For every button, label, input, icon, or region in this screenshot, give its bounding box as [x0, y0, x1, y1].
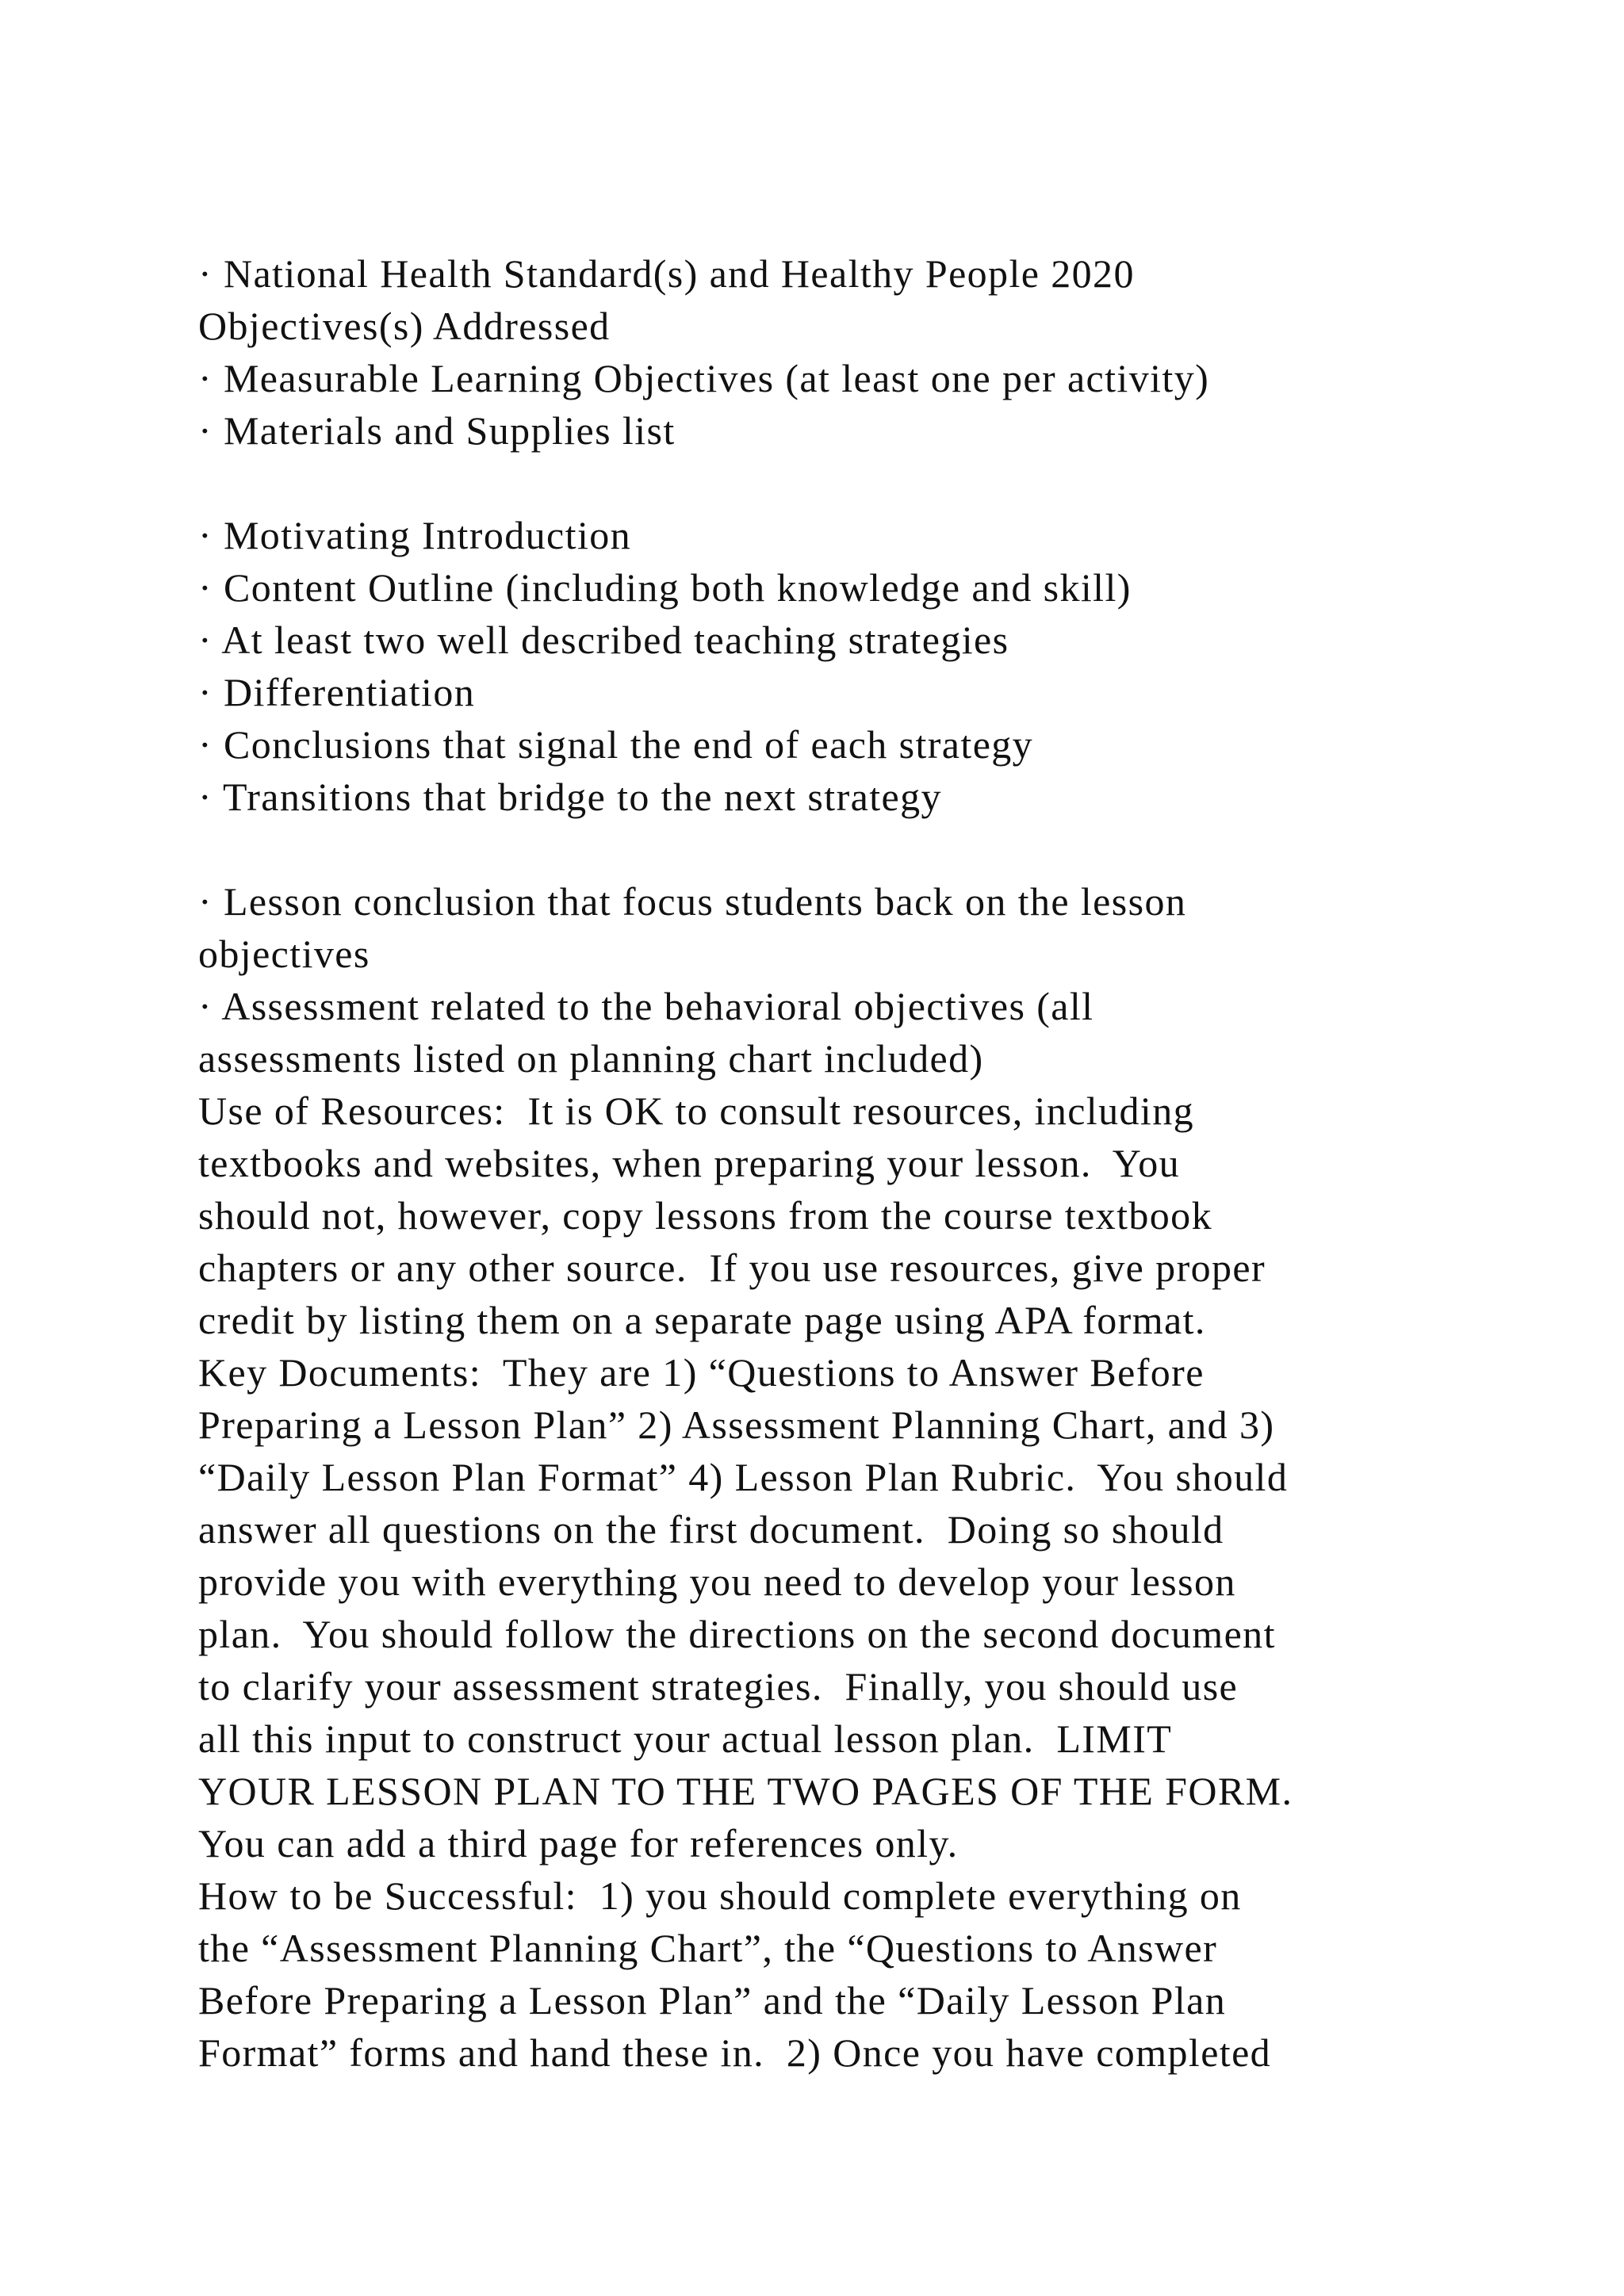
text-line: · Content Outline (including both knowledge and skill)	[198, 565, 1132, 610]
text-line: · Motivating Introduction	[198, 513, 632, 557]
text-line: · At least two well described teaching strategies	[198, 618, 1009, 662]
text-line: · Measurable Learning Objectives (at least one per activity)	[198, 356, 1210, 400]
text-line: assessments listed on planning chart included)	[198, 1036, 984, 1081]
blank-line	[198, 823, 1530, 875]
text-line: Before Preparing a Lesson Plan” and the “Daily Lesson Plan	[198, 1978, 1227, 2022]
text-line: Objectives(s) Addressed	[198, 304, 611, 348]
text-line: · National Health Standard(s) and Healthy People 2020	[198, 251, 1135, 296]
text-line: textbooks and websites, when preparing your lesson. You	[198, 1141, 1180, 1185]
text-line: · Transitions that bridge to the next strategy	[198, 775, 942, 819]
text-line: Use of Resources: It is OK to consult resources, including	[198, 1089, 1194, 1133]
text-line: YOUR LESSON PLAN TO THE TWO PAGES OF THE FORM.	[198, 1769, 1293, 1813]
text-line: How to be Successful: 1) you should complete everything on	[198, 1873, 1242, 1918]
text-line: the “Assessment Planning Chart”, the “Questions to Answer	[198, 1926, 1218, 1970]
text-line: “Daily Lesson Plan Format” 4) Lesson Plan Rubric. You should	[198, 1455, 1289, 1499]
text-line: · Assessment related to the behavioral objectives (all	[198, 984, 1094, 1028]
document-body	[198, 247, 1530, 2079]
text-line: answer all questions on the first document. Doing so should	[198, 1507, 1224, 1552]
text-line: · Lesson conclusion that focus students back on the lesson	[198, 879, 1187, 924]
text-line: plan. You should follow the directions on the second document	[198, 1612, 1276, 1656]
text-line: chapters or any other source. If you use resources, give proper	[198, 1246, 1266, 1290]
blank-line	[198, 457, 1530, 509]
text-line: · Differentiation	[198, 670, 476, 714]
text-line: to clarify your assessment strategies. Finally, you should use	[198, 1664, 1239, 1709]
text-line: should not, however, copy lessons from the course textbook	[198, 1193, 1212, 1238]
text-line: Format” forms and hand these in. 2) Once you have completed	[198, 2030, 1272, 2075]
text-line: provide you with everything you need to develop your lesson	[198, 1559, 1236, 1604]
text-line: Key Documents: They are 1) “Questions to Answer Before	[198, 1350, 1205, 1395]
text-line: Preparing a Lesson Plan” 2) Assessment Planning Chart, and 3)	[198, 1402, 1275, 1447]
text-line: objectives	[198, 932, 370, 976]
text-line: You can add a third page for references only.	[198, 1821, 959, 1866]
text-line: · Conclusions that signal the end of each strategy	[198, 722, 1034, 767]
text-line: · Materials and Supplies list	[198, 408, 676, 453]
text-line: credit by listing them on a separate page using APA format.	[198, 1298, 1206, 1342]
text-line: all this input to construct your actual lesson plan. LIMIT	[198, 1716, 1173, 1761]
